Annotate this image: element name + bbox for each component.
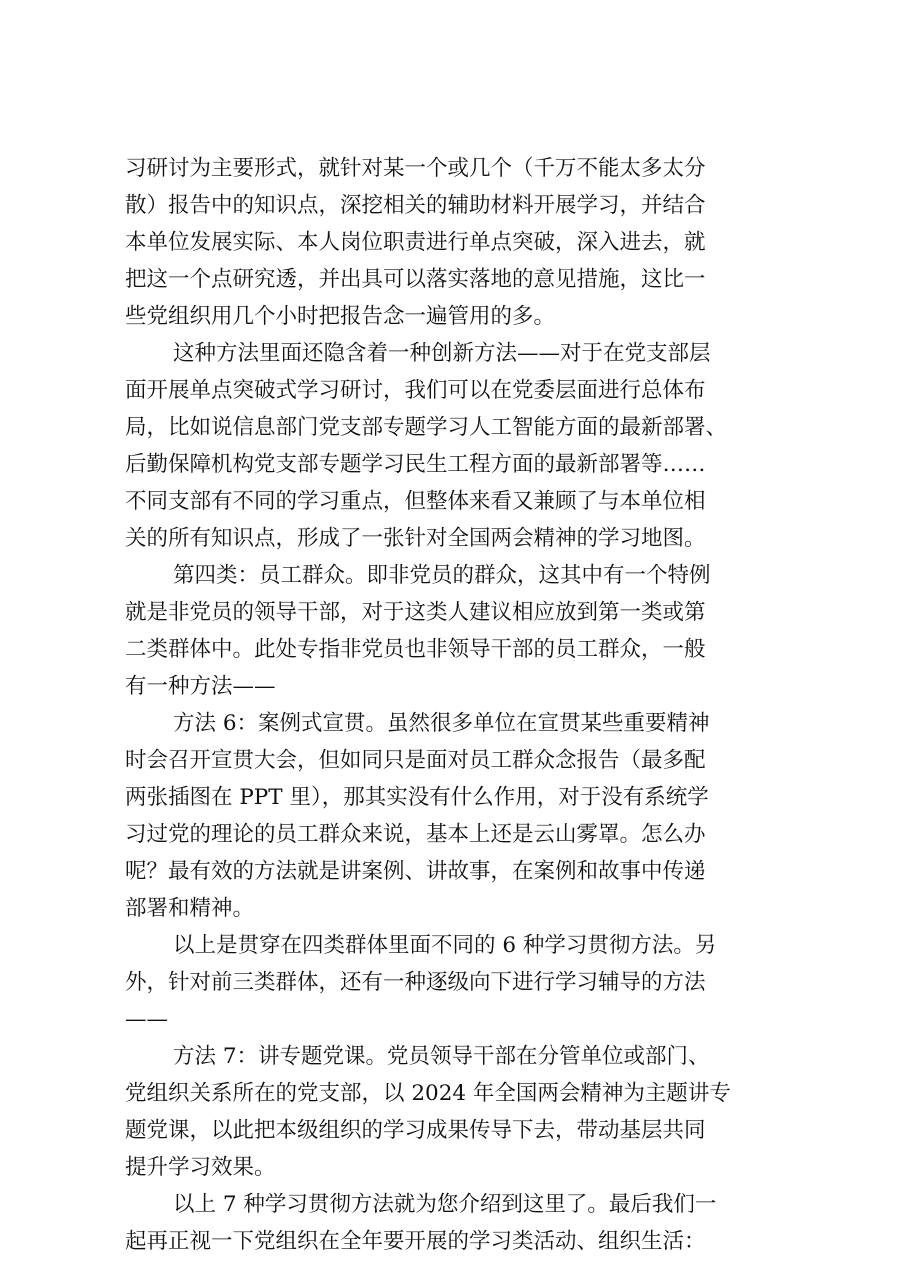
text-line: 以上 7 种学习贯彻方法就为您介绍到这里了。最后我们一 xyxy=(173,1192,717,1217)
text-line: 面开展单点突破式学习研讨，我们可以在党委层面进行总体布 xyxy=(125,378,706,403)
text-line: 些党组织用几个小时把报告念一遍管用的多。 xyxy=(125,304,556,329)
text-line: 部署和精神。 xyxy=(125,896,255,921)
text-line: 题党课，以此把本级组织的学习成果传导下去，带动基层共同 xyxy=(125,1118,706,1143)
text-line: 散）报告中的知识点，深挖相关的辅助材料开展学习，并结合 xyxy=(125,193,706,218)
text-line: 这种方法里面还隐含着一种创新方法——对于在党支部层 xyxy=(173,341,711,366)
text-line: 关的所有知识点，形成了一张针对全国两会精神的学习地图。 xyxy=(125,526,706,551)
text-line: 呢？最有效的方法就是讲案例、讲故事，在案例和故事中传递 xyxy=(125,859,706,884)
document-body xyxy=(125,150,805,1260)
text-line: 就是非党员的领导干部，对于这类人建议相应放到第一类或第 xyxy=(125,600,706,625)
text-line: 起再正视一下党组织在全年要开展的学习类活动、组织生活： xyxy=(125,1229,706,1254)
text-line: 两张插图在 PPT 里），那其实没有什么作用，对于没有系统学 xyxy=(125,785,709,810)
text-line: 把这一个点研究透，并出具可以落实落地的意见措施，这比一 xyxy=(125,267,706,292)
text-line: 习过党的理论的员工群众来说，基本上还是云山雾罩。怎么办 xyxy=(125,822,706,847)
text-line: 局，比如说信息部门党支部专题学习人工智能方面的最新部署、 xyxy=(125,415,728,440)
text-line: —— xyxy=(125,1007,168,1032)
text-line: 方法 7：讲专题党课。党员领导干部在分管单位或部门、 xyxy=(173,1044,710,1069)
text-line: 党组织关系所在的党支部，以 2024 年全国两会精神为主题讲专 xyxy=(125,1081,731,1106)
text-line: 方法 6：案例式宣贯。虽然很多单位在宣贯某些重要精神 xyxy=(173,711,710,736)
text-line: 本单位发展实际、本人岗位职责进行单点突破，深入进去，就 xyxy=(125,230,706,255)
text-line: 提升学习效果。 xyxy=(125,1155,276,1180)
text-line: 二类群体中。此处专指非党员也非领导干部的员工群众，一般 xyxy=(125,637,706,662)
text-line: 后勤保障机构党支部专题学习民生工程方面的最新部署等…… xyxy=(125,452,706,477)
text-line: 以上是贯穿在四类群体里面不同的 6 种学习贯彻方法。另 xyxy=(173,933,717,958)
text-line: 第四类：员工群众。即非党员的群众，这其中有一个特例 xyxy=(173,563,711,588)
text-line: 习研讨为主要形式，就针对某一个或几个（千万不能太多太分 xyxy=(125,156,706,181)
text-line: 不同支部有不同的学习重点，但整体来看又兼顾了与本单位相 xyxy=(125,489,706,514)
text-line: 外，针对前三类群体，还有一种逐级向下进行学习辅导的方法 xyxy=(125,970,706,995)
text-line: 有一种方法—— xyxy=(125,674,276,699)
text-line: 时会召开宣贯大会，但如同只是面对员工群众念报告（最多配 xyxy=(125,748,706,773)
